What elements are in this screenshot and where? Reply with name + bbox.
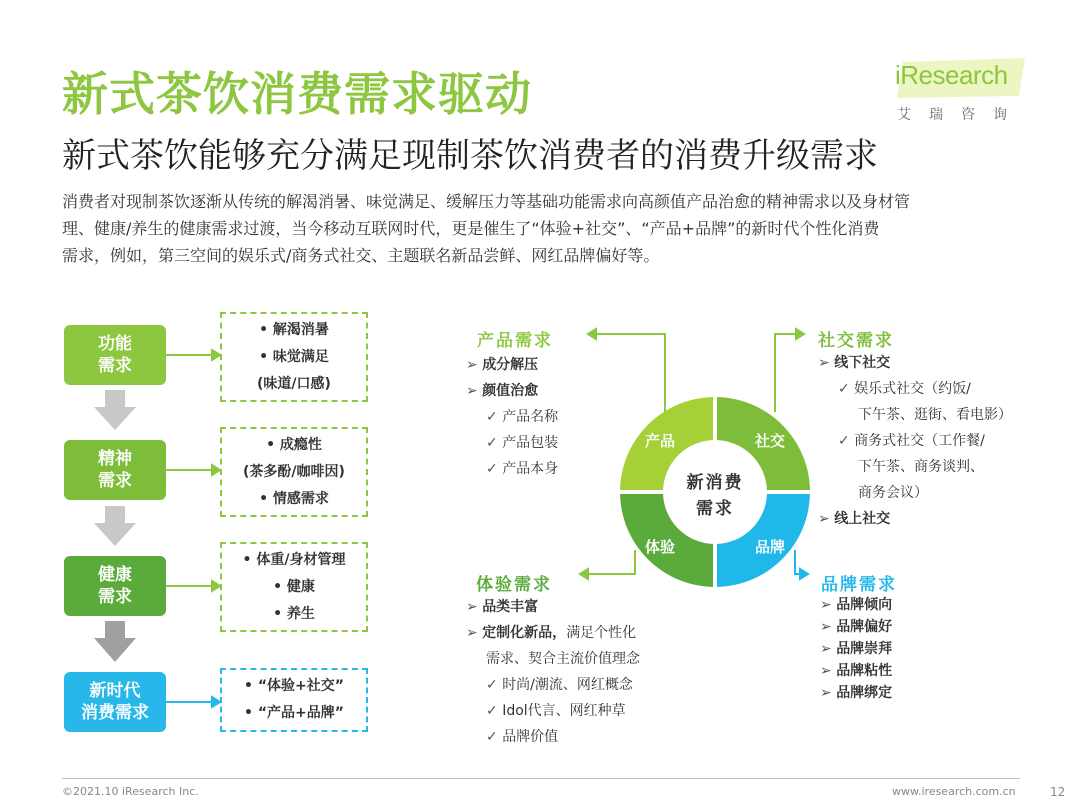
demand-donut — [560, 320, 840, 590]
list-item — [820, 594, 892, 616]
detail-item: • 解渴消暑 — [259, 321, 329, 338]
list-item-text: 颜值治愈 — [482, 383, 539, 399]
down-arrow-icon — [94, 621, 136, 662]
list-item — [466, 620, 640, 646]
segment-label-experience: 体验 — [644, 538, 675, 556]
stage-label: 消费需求 — [81, 703, 149, 723]
detail-item: • “体验+社交” — [244, 678, 344, 694]
list-item — [818, 402, 1012, 428]
social-needs-list — [818, 350, 1012, 532]
list-item-text: 商务会议） — [858, 485, 928, 501]
page-title: 新式茶饮消费需求驱动 — [62, 67, 532, 121]
detail-item: • 成瘾性 — [266, 436, 322, 453]
product-needs-list — [466, 352, 558, 482]
list-item — [818, 480, 1012, 506]
check-icon: ✓ — [486, 409, 503, 425]
footer-copyright: ©2021.10 iResearch Inc. — [62, 785, 199, 798]
list-item — [466, 456, 558, 482]
list-item-text: 线上社交 — [834, 511, 891, 527]
right-arrow-icon — [166, 350, 220, 591]
detail-item: • 情感需求 — [259, 490, 329, 507]
detail-item: (茶多酚/咖啡因) — [243, 463, 345, 480]
detail-box-spiritual — [220, 427, 368, 517]
intro-line: 需求，例如，第三空间的娱乐式/商务式社交、主题联名新品尝鲜、网红品牌偏好等。 — [62, 246, 660, 265]
experience-needs-list — [466, 594, 640, 750]
stage-label: 健康 — [98, 565, 132, 585]
list-item-text: 产品包装 — [502, 435, 559, 451]
detail-box-health — [220, 542, 368, 632]
list-item — [466, 672, 640, 698]
list-item-text: 需求、契合主流价值理念 — [486, 651, 640, 667]
list-item-text: 商务式社交（工作餐/ — [854, 433, 985, 449]
arrow-bullet-icon: ➢ — [818, 511, 835, 527]
stage-label: 需求 — [98, 356, 132, 376]
list-item — [466, 646, 640, 672]
brand-needs-list — [820, 594, 892, 704]
list-item-text: 品牌崇拜 — [836, 641, 893, 657]
check-icon: ✓ — [838, 433, 855, 449]
detail-box-new-era — [220, 668, 368, 732]
arrow-bullet-icon: ➢ — [820, 663, 837, 679]
list-item — [466, 404, 558, 430]
list-item — [818, 454, 1012, 480]
social-needs-heading: 社交需求 — [818, 331, 894, 351]
arrow-bullet-icon: ➢ — [466, 383, 483, 399]
check-icon: ✓ — [486, 677, 503, 693]
list-item — [818, 350, 1012, 376]
list-item-text: 线下社交 — [834, 355, 891, 371]
arrow-bullet-icon: ➢ — [820, 597, 837, 613]
stage-label: 功能 — [98, 334, 132, 354]
list-item-text: Idol代言、网红种草 — [502, 703, 626, 719]
list-item — [820, 638, 892, 660]
arrow-bullet-icon: ➢ — [820, 641, 837, 657]
list-item — [818, 376, 1012, 402]
footer-website: www.iresearch.com.cn — [892, 785, 1016, 798]
list-item-text: 产品本身 — [502, 461, 559, 477]
arrow-bullet-icon: ➢ — [466, 357, 483, 373]
right-arrow-icon — [166, 697, 220, 707]
list-item-text: 定制化新品， — [482, 625, 567, 641]
stage-label: 需求 — [98, 587, 132, 607]
check-icon: ✓ — [838, 381, 855, 397]
brand-needs-heading: 品牌需求 — [821, 575, 897, 595]
arrow-bullet-icon: ➢ — [466, 625, 483, 641]
page-number: 12 — [1050, 785, 1066, 799]
detail-item: • 体重/身材管理 — [242, 551, 346, 568]
segment-label-product: 产品 — [644, 432, 675, 450]
check-icon: ✓ — [486, 703, 503, 719]
list-item — [466, 352, 558, 378]
detail-item: • 健康 — [273, 578, 315, 595]
list-item-text: 品牌粘性 — [836, 663, 893, 679]
list-item-text: 品类丰富 — [482, 599, 539, 615]
center-title — [670, 470, 760, 522]
list-item — [820, 616, 892, 638]
intro-paragraph — [62, 188, 1022, 269]
list-item — [820, 682, 892, 704]
detail-box-functional — [220, 312, 368, 402]
center-title-line: 新消费 — [686, 473, 744, 493]
experience-needs-heading: 体验需求 — [476, 575, 552, 595]
arrow-bullet-icon: ➢ — [820, 619, 837, 635]
list-item — [466, 594, 640, 620]
intro-line: 消费者对现制茶饮逐渐从传统的解渴消暑、味觉满足、缓解压力等基础功能需求向高颜值产品治愈的精神需求以及身材管 — [62, 192, 911, 211]
detail-item: • 养生 — [273, 605, 315, 622]
list-item-text: 品牌偏好 — [836, 619, 893, 635]
detail-item: (味道/口感) — [257, 375, 331, 392]
list-item — [820, 660, 892, 682]
list-item-text: 娱乐式社交（约饭/ — [854, 381, 971, 397]
list-item — [466, 430, 558, 456]
check-icon: ✓ — [486, 461, 503, 477]
stage-label: 精神 — [98, 449, 132, 469]
down-arrow-icon — [94, 390, 136, 546]
list-item — [818, 428, 1012, 454]
page-subtitle: 新式茶饮能够充分满足现制茶饮消费者的消费升级需求 — [62, 136, 878, 176]
intro-line: 理、健康/养生的健康需求过渡，当今移动互联网时代，更是催生了“体验+社交”、“产品+品牌”的新时代个性化消费 — [62, 219, 880, 238]
iresearch-logo — [895, 56, 1027, 126]
detail-item: • 味觉满足 — [259, 348, 329, 365]
detail-item: • “产品+品牌” — [244, 705, 344, 721]
list-item-text: 成分解压 — [482, 357, 539, 373]
check-icon: ✓ — [486, 729, 503, 745]
left-flow-arrows — [60, 310, 230, 750]
list-item-text: 品牌价值 — [502, 729, 559, 745]
list-item — [466, 698, 640, 724]
list-item — [466, 724, 640, 750]
stage-label: 需求 — [98, 471, 132, 491]
list-item-text: 时尚/潮流、网红概念 — [502, 677, 633, 693]
connector-arrow-icon — [795, 550, 808, 579]
logo-subtext: 艾瑞咨询 — [897, 107, 1025, 123]
list-item-text: 下午茶、商务谈判、 — [858, 459, 984, 475]
arrow-bullet-icon: ➢ — [818, 355, 835, 371]
list-item-text: 品牌绑定 — [836, 685, 893, 701]
logo-wordmark: iResearch — [895, 60, 1008, 90]
center-title-line: 需求 — [696, 499, 734, 519]
list-item — [466, 378, 558, 404]
arrow-bullet-icon: ➢ — [820, 685, 837, 701]
list-item-text: 下午茶、逛街、看电影） — [858, 407, 1012, 423]
segment-label-social: 社交 — [754, 432, 785, 450]
footer-divider — [62, 778, 1020, 779]
check-icon: ✓ — [486, 435, 503, 451]
product-needs-heading: 产品需求 — [477, 331, 553, 351]
list-item — [818, 506, 1012, 532]
segment-label-brand: 品牌 — [754, 538, 785, 556]
list-item-text: 满足个性化 — [566, 625, 637, 641]
arrow-bullet-icon: ➢ — [466, 599, 483, 615]
list-item-text: 产品名称 — [502, 409, 559, 425]
list-item-text: 品牌倾向 — [836, 597, 893, 613]
stage-label: 新时代 — [89, 681, 141, 701]
